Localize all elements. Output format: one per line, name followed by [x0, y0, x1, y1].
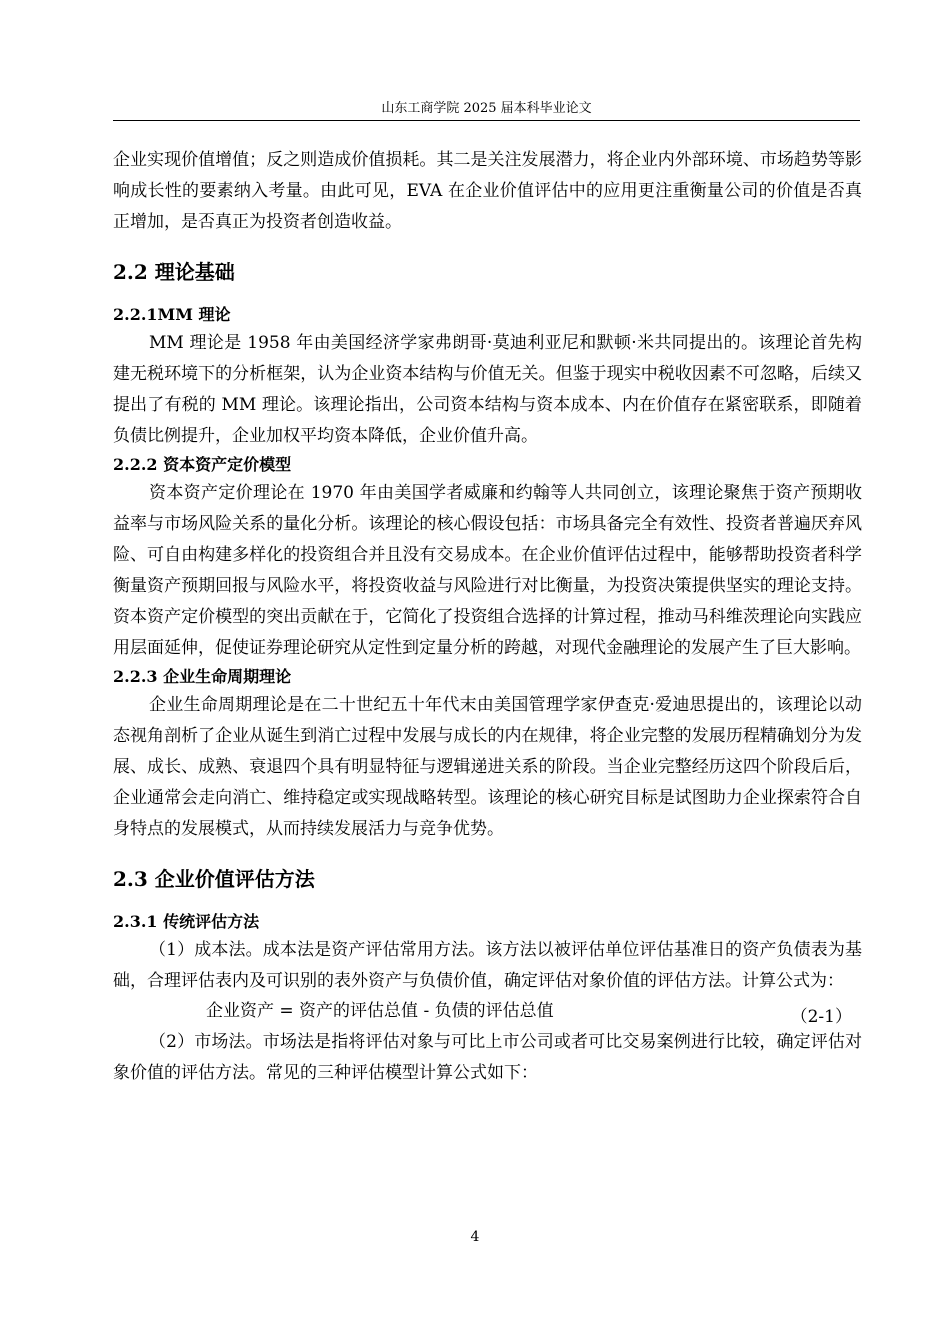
paragraph-cost-method: （1）成本法。成本法是资产评估常用方法。该方法以被评估单位评估基准日的资产负债表为基础，合理评估表内及可识别的表外资产与负债价值，确定评估对象价值的评估方法。计算公式为： — [113, 940, 862, 991]
paragraph-lifecycle: 企业生命周期理论是在二十世纪五十年代末由美国管理学家伊查克·爱迪思提出的，该理论以动态视角剖析了企业从诞生到消亡过程中发展与成长的内在规律，将企业完整的发展历程精确划分为发展、成长、成熟、衰退四个具有明显特征与逻辑递进关系的阶段。当企业完整经历这四个阶段后后，企业通常会走向消亡、维持稳定或实现战略转型。该理论的核心研究目标是试图助力企业探索符合自身特点的发展模式，从而持续发展活力与竞争优势。 — [113, 695, 862, 839]
paragraph-intro: 企业实现价值增值；反之则造成价值损耗。其二是关注发展潜力，将企业内外部环境、市场趋势等影响成长性的要素纳入考量。由此可见，EVA 在企业价值评估中的应用更注重衡量公司的价值是否真正增加，是否真正为投资者创造收益。 — [113, 150, 862, 232]
page-body — [113, 145, 862, 1089]
header-divider — [113, 120, 860, 121]
formula-2-1: 企业资产 = 资产的评估总值 - 负债的评估总值 — [206, 1001, 554, 1021]
paragraph-capm: 资本资产定价理论在 1970 年由美国学者威廉和约翰等人共同创立，该理论聚焦于资产预期收益率与市场风险关系的量化分析。该理论的核心假设包括：市场具备完全有效性、投资者普遍厌弃风险、可自由构建多样化的投资组合并且没有交易成本。在企业价值评估过程中，能够帮助投资者科学衡量资产预期回报与风险水平，将投资收益与风险进行对比衡量，为投资决策提供坚实的理论支持。资本资产定价模型的突出贡献在于，它简化了投资组合选择的计算过程，推动马科维茨理论向实践应用层面延伸，促使证券理论研究从定性到定量分析的跨越，对现代金融理论的发展产生了巨大影响。 — [113, 483, 862, 658]
subsection-heading-2-2-3: 2.2.3 企业生命周期理论 — [113, 667, 292, 686]
formula-row — [113, 997, 862, 1027]
equation-number-2-1: （2-1） — [790, 1007, 852, 1027]
paragraph-mm-theory: MM 理论是 1958 年由美国经济学家弗朗哥·莫迪利亚尼和默顿·米共同提出的。该理论首先构建无税环境下的分析框架，认为企业资本结构与价值无关。但鉴于现实中税收因素不可忽略，后续又提出了有税的 MM 理论。该理论指出，公司资本结构与资本成本、内在价值存在紧密联系，即随着负债比例提升，企业加权平均资本降低，企业价值升高。 — [113, 333, 862, 446]
running-header: 山东工商学院 2025 届本科毕业论文 — [381, 101, 592, 116]
page-number: 4 — [470, 1229, 480, 1245]
section-heading-2-2: 2.2 理论基础 — [113, 260, 235, 284]
subsection-heading-2-2-1: 2.2.1MM 理论 — [113, 305, 231, 324]
subsection-heading-2-3-1: 2.3.1 传统评估方法 — [113, 912, 260, 931]
section-heading-2-3: 2.3 企业价值评估方法 — [113, 867, 315, 891]
subsection-heading-2-2-2: 2.2.2 资本资产定价模型 — [113, 455, 292, 474]
paragraph-market-method: （2）市场法。市场法是指将评估对象与可比上市公司或者可比交易案例进行比较，确定评估对象价值的评估方法。常见的三种评估模型计算公式如下： — [113, 1032, 862, 1083]
